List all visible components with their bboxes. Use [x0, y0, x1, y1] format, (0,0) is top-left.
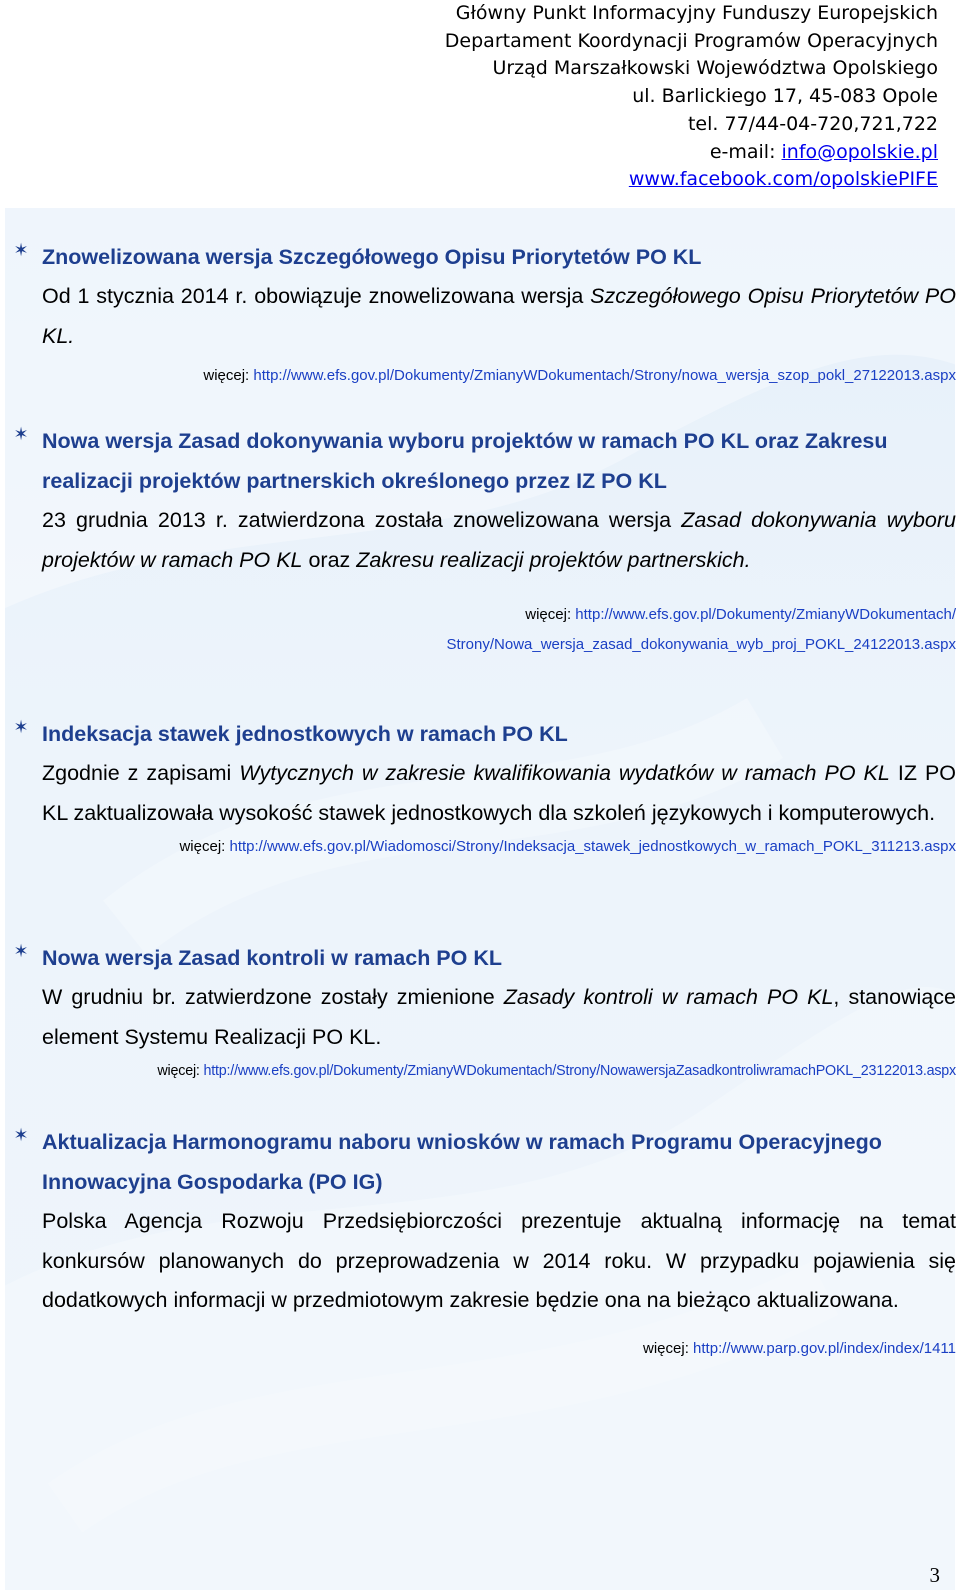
more-label: więcej:: [525, 606, 576, 623]
star-bullet-icon: ✶: [13, 941, 29, 961]
news-body: Zgodnie z zapisami Wytycznych w zakresie kwalifikowania wydatków w ramach PO KL IZ PO KL zaktualizowała wysokość stawek jednostkowych dla szkoleń językowych i komputerowych.: [42, 761, 957, 825]
more-row: [10, 1059, 956, 1083]
star-bullet-icon: ✶: [13, 240, 29, 260]
news-item-5: [10, 1122, 956, 1361]
more-row: [10, 1337, 956, 1361]
more-label: więcej:: [643, 1339, 694, 1357]
news-body: 23 grudnia 2013 r. zatwierdzona została znowelizowana wersja Zasad dokonywania wyboru projektów w ramach PO KL oraz Zakresu realizacji projektów partnerskich.: [42, 508, 957, 572]
more-row: [10, 364, 956, 388]
more-link[interactable]: http://www.parp.gov.pl/index/index/1411: [693, 1339, 956, 1357]
header-line-1: Główny Punkt Informacyjny Funduszy Europejskich: [455, 2, 938, 24]
news-title: Nowa wersja Zasad kontroli w ramach PO KL: [42, 946, 502, 970]
more-link[interactable]: http://www.efs.gov.pl/Dokumenty/ZmianyWDokumentach/Strony/NowawersjaZasadkontroliwramachPOKL_23122013.aspx: [203, 1063, 956, 1079]
more-row: [10, 835, 956, 859]
page-number: 3: [929, 1563, 940, 1587]
header-line-3: Urząd Marszałkowski Województwa Opolskiego: [492, 57, 938, 80]
news-title: Aktualizacja Harmonogramu naboru wniosków w ramach Programu Operacyjnego Innowacyjna Gospodarka (PO IG): [42, 1130, 882, 1194]
news-title: Znowelizowana wersja Szczegółowego Opisu Priorytetów PO KL: [42, 245, 702, 269]
news-body: W grudniu br. zatwierdzone zostały zmienione Zasady kontroli w ramach PO KL, stanowiące element Systemu Realizacji PO KL.: [42, 985, 957, 1049]
news-title: Indeksacja stawek jednostkowych w ramach PO KL: [42, 722, 568, 746]
star-bullet-icon: ✶: [13, 424, 29, 444]
news-item-1: [10, 237, 956, 388]
more-row: [10, 600, 956, 660]
facebook-link[interactable]: www.facebook.com/opolskiePIFE: [628, 168, 938, 191]
news-item-3: [10, 714, 956, 859]
star-bullet-icon: ✶: [13, 717, 29, 737]
more-link[interactable]: http://www.efs.gov.pl/Dokumenty/ZmianyWDokumentach/: [575, 606, 956, 623]
email-link[interactable]: info@opolskie.pl: [781, 140, 938, 163]
more-link[interactable]: http://www.efs.gov.pl/Dokumenty/ZmianyWDokumentach/Strony/nowa_wersja_szop_pokl_27122013.aspx: [253, 367, 956, 384]
news-item-2: [10, 421, 956, 660]
more-link-continued[interactable]: Strony/Nowa_wersja_zasad_dokonywania_wyb_proj_POKL_24122013.aspx: [446, 636, 956, 653]
news-body: Polska Agencja Rozwoju Przedsiębiorczości prezentuje aktualną informację na temat konkursów planowanych do przeprowadzenia w 2014 roku. W przypadku pojawienia się dodatkowych informacji w przedmiotowym zakresie będzie ona na bieżąco aktualizowana.: [42, 1209, 956, 1312]
more-link[interactable]: http://www.efs.gov.pl/Wiadomosci/Strony/Indeksacja_stawek_jednostkowych_w_ramach_POKL_311213.aspx: [229, 838, 956, 855]
news-body: Od 1 stycznia 2014 r. obowiązuje znowelizowana wersja Szczegółowego Opisu Priorytetów PO KL.: [42, 284, 956, 348]
star-bullet-icon: ✶: [13, 1125, 29, 1145]
more-label: więcej:: [157, 1063, 204, 1079]
header-phone: tel. 77/44-04-720,721,722: [687, 112, 938, 135]
news-title: Nowa wersja Zasad dokonywania wyboru projektów w ramach PO KL oraz Zakresu realizacji projektów partnerskich określonego przez IZ PO KL: [42, 429, 888, 493]
header-address: ul. Barlickiego 17, 45-083 Opole: [632, 85, 938, 108]
more-label: więcej:: [179, 838, 230, 855]
header-line-2: Departament Koordynacji Programów Operacyjnych: [444, 29, 938, 52]
more-label: więcej:: [203, 367, 254, 384]
news-item-4: [10, 938, 956, 1083]
email-label: e-mail:: [709, 140, 782, 163]
